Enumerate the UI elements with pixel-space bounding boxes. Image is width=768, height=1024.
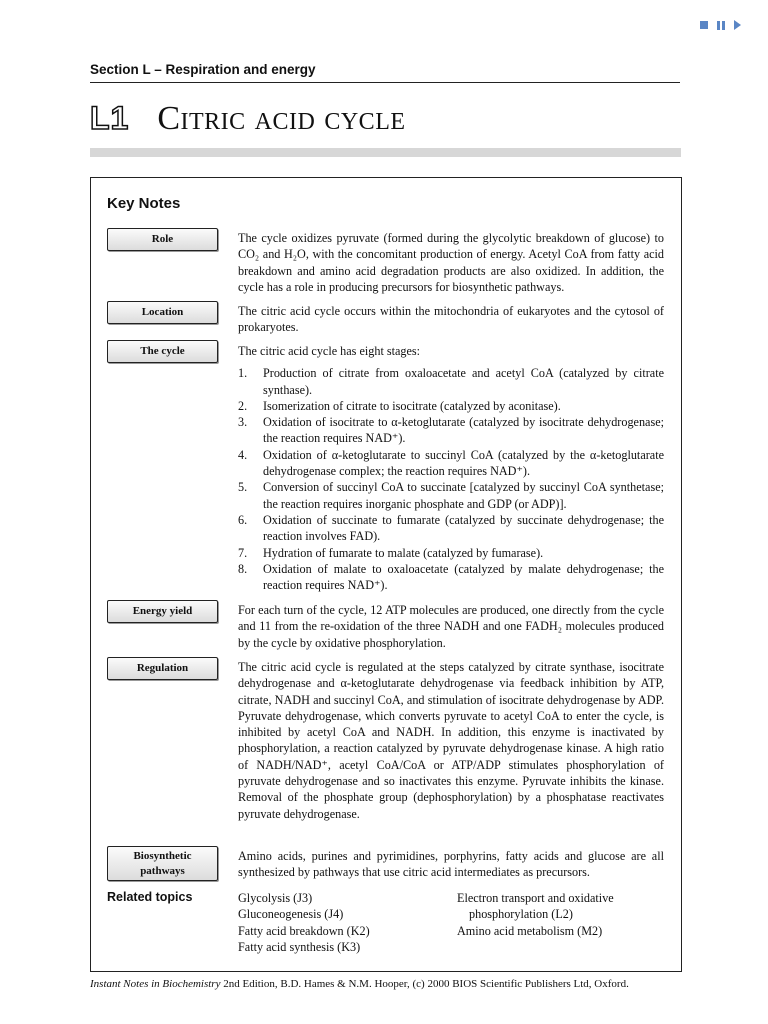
page-navigation: [700, 20, 741, 30]
cycle-intro: The citric acid cycle has eight stages:: [238, 344, 421, 358]
note-label-regulation: Regulation: [107, 657, 218, 680]
first-page-icon[interactable]: [700, 21, 708, 29]
note-label-biosynthetic: Biosynthetic pathways: [107, 846, 218, 881]
title-divider-bar: [90, 148, 681, 157]
note-label-energy-yield: Energy yield: [107, 600, 218, 623]
list-item: phosphorylation (L2): [469, 907, 573, 922]
footer-credits: 2nd Edition, B.D. Hames & N.M. Hooper, (c) 2000 BIOS Scientific Publishers Ltd, Oxford.: [220, 978, 629, 990]
key-notes-heading: Key Notes: [107, 195, 181, 212]
list-item: Fatty acid breakdown (K2): [238, 923, 370, 938]
note-text-location: The citric acid cycle occurs within the mitochondria of eukaryotes and the cytosol of prokaryotes.: [238, 304, 664, 335]
list-item: Electron transport and oxidative: [457, 891, 614, 905]
note-label-cycle: The cycle: [107, 340, 218, 363]
list-item: Gluconeogenesis (J4): [238, 907, 344, 922]
note-text-role: The cycle oxidizes pyruvate (formed during the glycolytic breakdown of glucose) to CO₂ and H₂O, with the concomitant production of energy. Acetyl CoA from fatty acid breakdown and amino acid degradation products are also oxidized. In addition, the cycle has a role in producing precursors for biosynthetic pathways.: [238, 231, 664, 294]
book-title: Instant Notes in Biochemistry: [90, 978, 221, 990]
related-topics-left: [238, 890, 448, 955]
note-label-role: Role: [107, 228, 218, 251]
play-icon[interactable]: [734, 20, 741, 30]
note-text-cycle: [238, 343, 664, 593]
chapter-heading: [90, 100, 406, 138]
list-item: Amino acid metabolism (M2): [457, 923, 603, 938]
list-item: 3. Oxidation of isocitrate to α-ketoglutarate (catalyzed by isocitrate dehydrogenase; the reaction requires NAD⁺).: [238, 415, 664, 446]
note-text-energy-yield: For each turn of the cycle, 12 ATP molecules are produced, one directly from the cycle and 11 from the re-oxidation of the three NADH and one FADH₂ molecules produced by the cycle by oxidative phosphorylation.: [238, 603, 664, 650]
list-item: 1. Production of citrate from oxaloacetate and acetyl CoA (catalyzed by citrate synthase).: [238, 366, 664, 397]
list-item: 8. Oxidation of malate to oxaloacetate (catalyzed by malate dehydrogenase; the reaction requires NAD⁺).: [238, 561, 664, 593]
note-text-biosynthetic: Amino acids, purines and pyrimidines, porphyrins, fatty acids and glucose are all synthesized by pathways that use citric acid intermediates as precursors.: [238, 849, 664, 880]
chapter-title: Citric acid cycle: [157, 100, 406, 137]
list-item: 5. Conversion of succinyl CoA to succinate [catalyzed by succinyl CoA synthetase; the reaction requires inorganic phosphate and GDP (or ADP)].: [238, 480, 664, 511]
cycle-stage-list: [238, 365, 664, 593]
list-item: 2. Isomerization of citrate to isocitrate (catalyzed by aconitase).: [238, 398, 561, 413]
list-item: 7. Hydration of fumarate to malate (catalyzed by fumarase).: [238, 545, 544, 560]
note-label-location: Location: [107, 301, 218, 324]
pause-icon[interactable]: [717, 21, 725, 30]
list-item: 6. Oxidation of succinate to fumarate (catalyzed by succinate dehydrogenase; the reaction involves FAD).: [238, 512, 664, 544]
related-topics-right: [457, 890, 677, 939]
section-header: Section L – Respiration and energy: [90, 62, 680, 83]
list-item: 4. Oxidation of α-ketoglutarate to succinyl CoA (catalyzed by the α-ketoglutarate dehydrogenase complex; the reaction requires NAD⁺).: [238, 447, 664, 479]
note-text-regulation: The citric acid cycle is regulated at the steps catalyzed by citrate synthase, isocitrate dehydrogenase and α-ketoglutarate dehydrogenase via feedback inhibition by ATP, citrate, NADH and succinyl CoA, and stimulation of isocitrate dehydrogenase by ADP. Pyruvate dehydrogenase, which converts pyruvate to acetyl CoA to enter the cycle, is inhibited by acetyl CoA and NADH. In addition, this enzyme is inactivated by phosphorylation, a reaction catalyzed by pyruvate dehydrogenase kinase. A high ratio of NADH/NAD⁺, acetyl CoA/CoA or ATP/ADP stimulates phosphorylation of pyruvate dehydrogenase and so inactivates this enzyme. Pyruvate inhibits the kinase. Removal of the phosphate group (dephosphorylation) by a phosphatase reactivates pyruvate dehydrogenase.: [238, 660, 664, 821]
chapter-number: L1: [90, 100, 130, 136]
list-item: Fatty acid synthesis (K3): [238, 939, 361, 954]
related-topics-heading: Related topics: [107, 890, 193, 904]
page-footer: [90, 978, 690, 990]
list-item: Glycolysis (J3): [238, 891, 313, 905]
